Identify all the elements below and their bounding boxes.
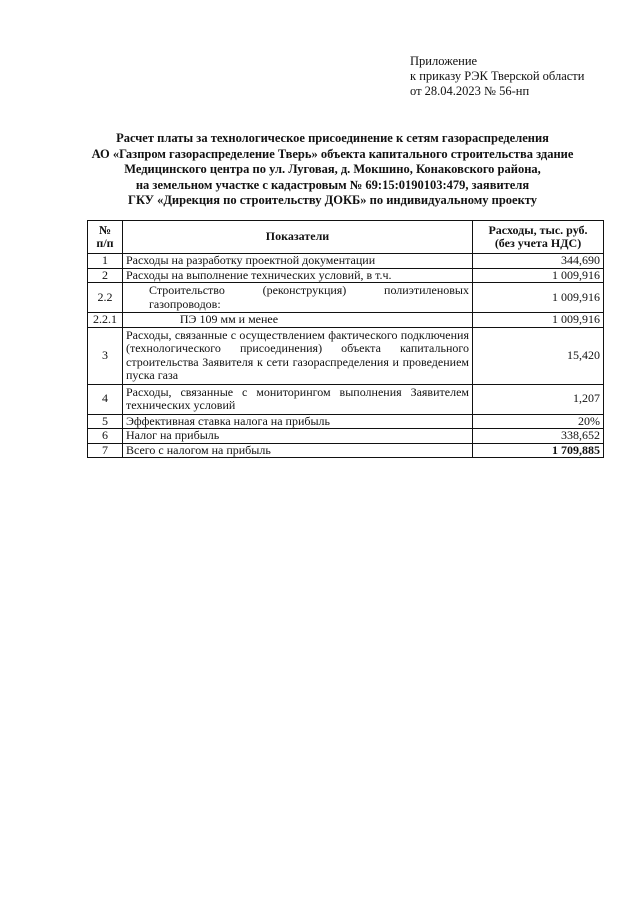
row-indicator: Эффективная ставка налога на прибыль bbox=[123, 414, 473, 429]
document-title bbox=[60, 131, 605, 209]
row-indicator: Налог на прибыль bbox=[123, 429, 473, 444]
row-num: 4 bbox=[88, 384, 123, 414]
title-line-3: Медицинского центра по ул. Луговая, д. Мокшино, Конаковского района, bbox=[124, 162, 541, 176]
title-line-5: ГКУ «Дирекция по строительству ДОКБ» по индивидуальному проекту bbox=[128, 193, 537, 207]
table-row bbox=[88, 283, 604, 313]
row-value: 1 009,916 bbox=[473, 283, 604, 313]
appendix-block bbox=[410, 54, 584, 99]
row-num: 1 bbox=[88, 254, 123, 269]
table-row bbox=[88, 268, 604, 283]
row-indicator: Строительство (реконструкция) полиэтиленовых газопроводов: bbox=[123, 283, 473, 313]
row-num: 2.2 bbox=[88, 283, 123, 313]
row-num: 7 bbox=[88, 443, 123, 458]
row-indicator: ПЭ 109 мм и менее bbox=[123, 313, 473, 328]
table-row bbox=[88, 327, 604, 384]
row-indicator: Расходы, связанные с осуществлением фактического подключения (технологического присоединения) объекта капитального строительства Заявителя к сети газораспределения и проведением пуска газа bbox=[123, 327, 473, 384]
title-line-1: Расчет платы за технологическое присоединение к сетям газораспределения bbox=[116, 131, 549, 145]
title-line-4: на земельном участке с кадастровым № 69:15:0190103:479, заявителя bbox=[135, 177, 530, 192]
row-indicator: Расходы на выполнение технических условий, в т.ч. bbox=[123, 268, 473, 283]
table-row bbox=[88, 313, 604, 328]
appendix-line-1: Приложение bbox=[410, 54, 478, 68]
table-row bbox=[88, 384, 604, 414]
row-num: 3 bbox=[88, 327, 123, 384]
cost-table bbox=[87, 220, 604, 458]
table-row bbox=[88, 254, 604, 269]
row-num: 2 bbox=[88, 268, 123, 283]
row-value: 20% bbox=[473, 414, 604, 429]
row-indicator: Расходы, связанные с мониторингом выполнения Заявителем технических условий bbox=[123, 384, 473, 414]
appendix-line-2: к приказу РЭК Тверской области bbox=[410, 69, 585, 83]
header-cost: Расходы, тыс. руб. (без учета НДС) bbox=[473, 221, 604, 254]
row-indicator: Всего с налогом на прибыль bbox=[123, 443, 473, 458]
table-row bbox=[88, 414, 604, 429]
row-num: 2.2.1 bbox=[88, 313, 123, 328]
row-value: 1 009,916 bbox=[473, 313, 604, 328]
row-value: 1,207 bbox=[473, 384, 604, 414]
row-num: 6 bbox=[88, 429, 123, 444]
row-value: 344,690 bbox=[473, 254, 604, 269]
appendix-line-3: от 28.04.2023 № 56-нп bbox=[410, 84, 530, 98]
row-indicator: Расходы на разработку проектной документации bbox=[123, 254, 473, 269]
table-row bbox=[88, 429, 604, 444]
header-num: № п/п bbox=[88, 221, 123, 254]
title-line-2: АО «Газпром газораспределение Тверь» объекта капитального строительства здание bbox=[91, 146, 574, 161]
row-value: 338,652 bbox=[473, 429, 604, 444]
table-row-total bbox=[88, 443, 604, 458]
row-value: 1 009,916 bbox=[473, 268, 604, 283]
row-value-total: 1 709,885 bbox=[473, 443, 604, 458]
table-header-row bbox=[88, 221, 604, 254]
row-num: 5 bbox=[88, 414, 123, 429]
header-indicator: Показатели bbox=[123, 221, 473, 254]
row-value: 15,420 bbox=[473, 327, 604, 384]
